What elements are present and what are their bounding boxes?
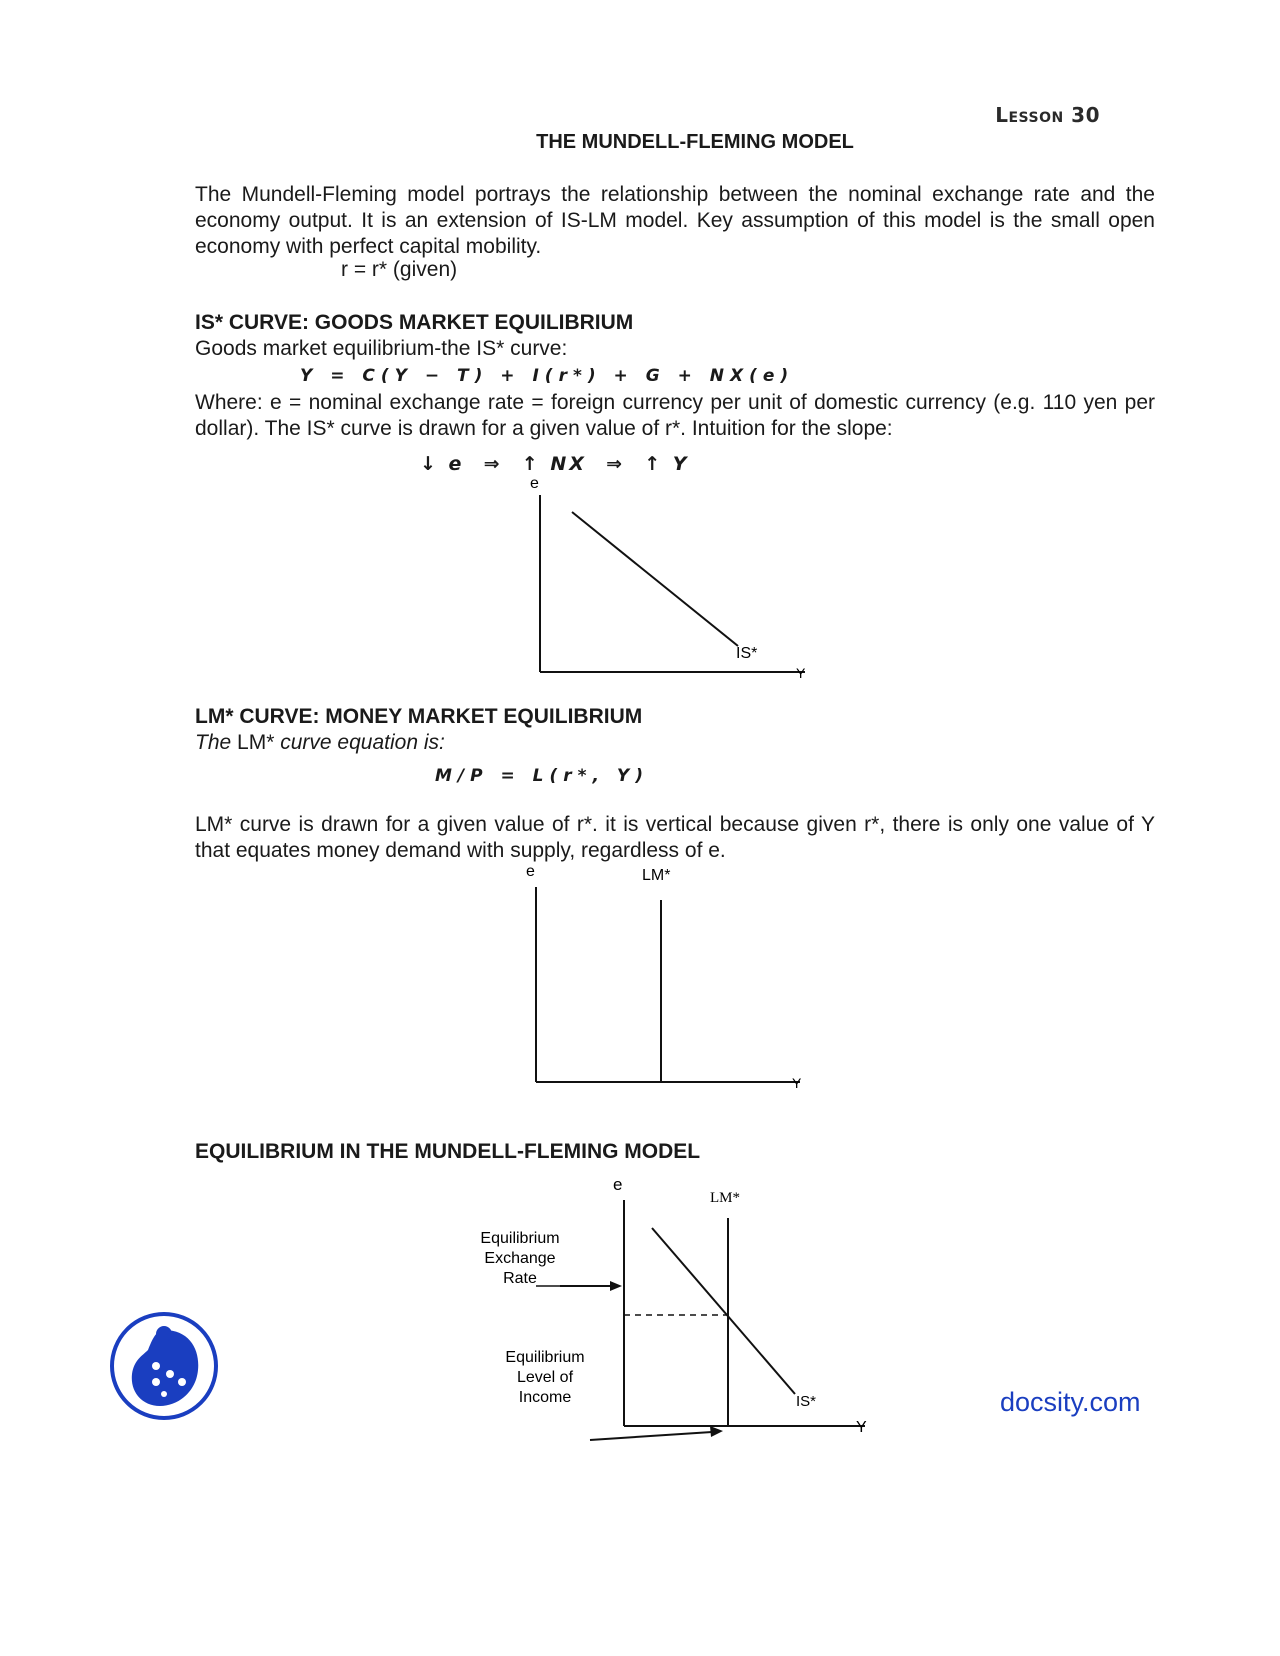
lm-curve-label: LM* [642, 867, 671, 884]
eq-income-label-1: Equilibrium [505, 1349, 585, 1366]
eq-is-curve-line [652, 1228, 795, 1394]
eq-graph-x-label: Y [856, 1419, 867, 1436]
eq-is-curve-label: IS* [796, 1393, 817, 1410]
eq-rate-label-3: Rate [503, 1270, 537, 1287]
eq-rate-arrowhead [610, 1281, 622, 1291]
lesson-label: Lesson 30 [995, 103, 1100, 127]
lm-heading: LM* CURVE: MONEY MARKET EQUILIBRIUM [195, 705, 643, 728]
eq-graph-y-label: e [613, 1175, 623, 1194]
lm-equation-intro: The LM* curve equation is: [195, 731, 445, 754]
eq-rate-label-2: Exchange [484, 1250, 556, 1267]
assumption-text: r = r* (given) [341, 258, 458, 281]
lm-equation: M/P = L(r*, Y) [435, 766, 649, 786]
eq-income-arrow [590, 1432, 712, 1440]
is-subheading: Goods market equilibrium-the IS* curve: [195, 337, 568, 360]
is-graph-y-label: e [530, 475, 539, 492]
eq-lm-curve-label: LM* [710, 1190, 740, 1206]
is-curve-line [572, 512, 738, 646]
lm-graph-x-label: Y [792, 1075, 802, 1091]
eq-income-label-3: Income [518, 1389, 572, 1406]
is-curve-graph [500, 470, 840, 690]
is-where-text: Where: e = nominal exchange rate = foreign currency per unit of domestic currency (e.g. 110 yen per dollar). The IS* curve is drawn for a given value of r*. Intuition for the slope: [195, 391, 1155, 440]
is-intuition: ↓ e ⇒ ↑ NX ⇒ ↑ Y [420, 453, 690, 475]
equilibrium-graph [470, 1170, 890, 1460]
lm-graph-y-label: e [526, 863, 535, 880]
eq-rate-label-1: Equilibrium [480, 1230, 560, 1247]
equilibrium-heading: EQUILIBRIUM IN THE MUNDELL-FLEMING MODEL [195, 1140, 701, 1163]
eq-income-arrowhead [710, 1426, 723, 1437]
lm-text: LM* curve is drawn for a given value of r*. it is vertical because given r*, there is only one value of Y that equates money demand with supply, regardless of e. [195, 813, 1155, 862]
is-graph-x-label: Y [796, 665, 806, 681]
is-curve-label: IS* [736, 645, 758, 662]
is-heading: IS* CURVE: GOODS MARKET EQUILIBRIUM [195, 311, 634, 334]
intro-paragraph: The Mundell-Fleming model portrays the relationship between the nominal exchange rate and the economy output. It is an extension of IS-LM model. Key assumption of this model is the small open economy with perfect capital mobility. [195, 183, 1155, 258]
eq-income-label-2: Level of [516, 1369, 574, 1386]
is-equation: Y = C(Y − T) + I(r*) + G + NX(e) [300, 366, 795, 386]
docsity-logo-icon [108, 1310, 220, 1422]
docsity-logo-text: docsity.com [1000, 1387, 1141, 1417]
page-title: THE MUNDELL-FLEMING MODEL [536, 131, 854, 153]
lm-curve-graph [500, 860, 840, 1100]
